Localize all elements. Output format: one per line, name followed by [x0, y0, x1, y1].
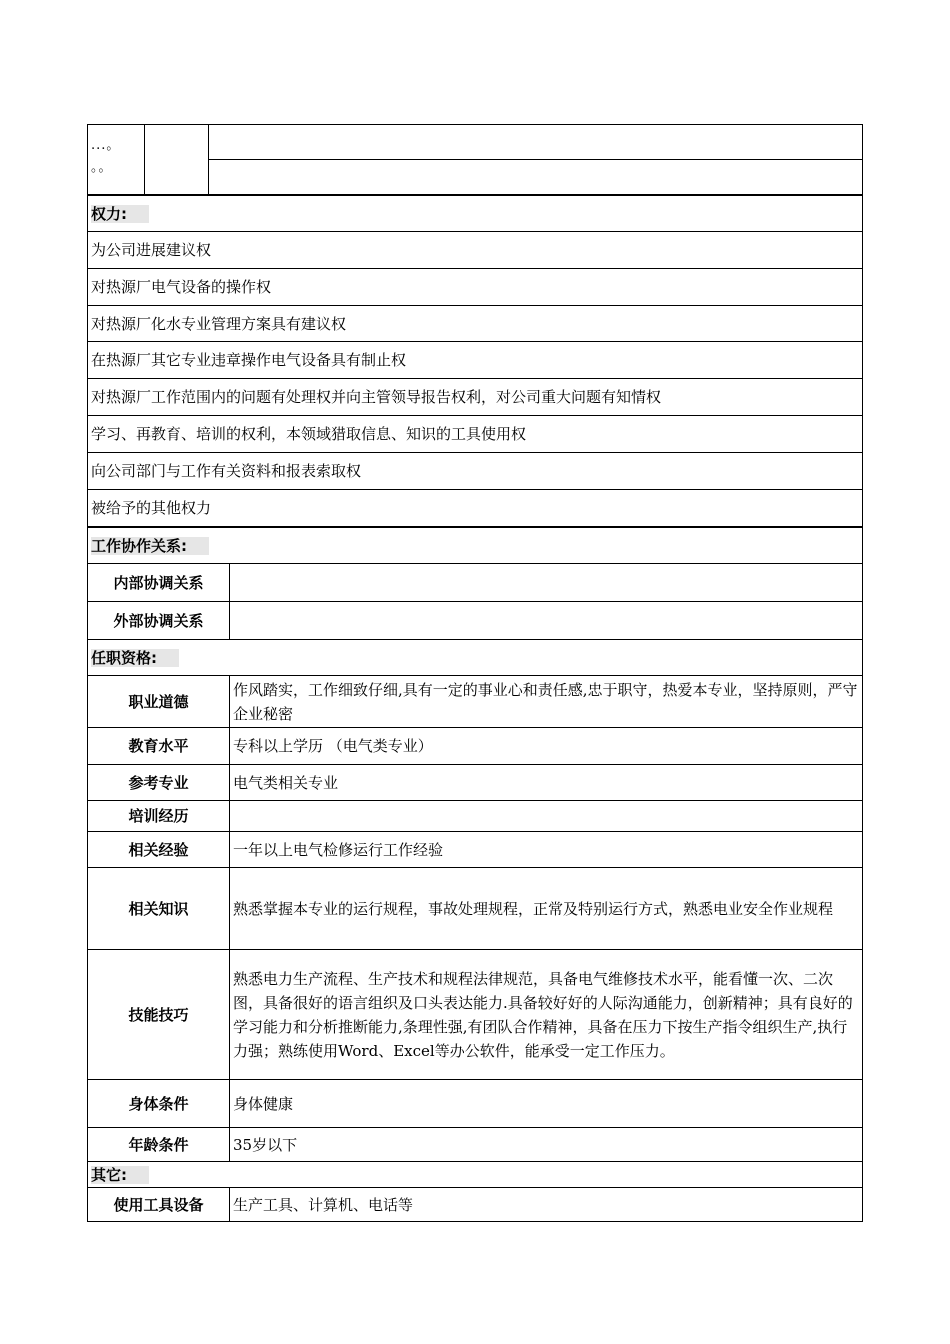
rights-table [87, 195, 863, 527]
qualification-table [87, 527, 863, 1222]
qual-value-knowledge: 熟悉掌握本专业的运行规程，事故处理规程，正常及特别运行方式，熟悉电业安全作业规程 [230, 868, 863, 950]
rights-item: 向公司部门与工作有关资料和报表索取权 [88, 453, 863, 490]
qual-value-skills: 熟悉电力生产流程、生产技术和规程法律规范，具备电气维修技术水平，能看懂一次、二次图，具备很好的语言组织及口头表达能力.具备较好好的人际沟通能力，创新精神；具有良好的学习能力和分析推断能力,条理性强,有团队合作精神，具备在压力下按生产指令组织生产,执行力强；熟练使用Word、Excel等办公软件，能承受一定工作压力。 [230, 950, 863, 1080]
top-blank-row-1 [209, 125, 863, 160]
rights-item: 为公司进展建议权 [88, 232, 863, 269]
top-empty-cell [145, 125, 209, 195]
qual-value-experience: 一年以上电气检修运行工作经验 [230, 832, 863, 868]
qual-label-health: 身体条件 [88, 1080, 230, 1128]
top-dots-cell [88, 125, 145, 195]
collab-header: 工作协作关系: [88, 528, 863, 564]
qual-value-ethics: 作风踏实，工作细致仔细,具有一定的事业心和责任感,忠于职守，热爱本专业，坚持原则，严守企业秘密 [230, 676, 863, 728]
collab-value-internal [230, 564, 863, 602]
rights-item: 在热源厂其它专业违章操作电气设备具有制止权 [88, 342, 863, 379]
qual-label-major: 参考专业 [88, 765, 230, 801]
rights-item: 对热源厂化水专业管理方案具有建议权 [88, 306, 863, 342]
rights-header: 权力: [88, 196, 863, 232]
collab-value-external [230, 602, 863, 640]
qual-value-age: 35岁以下 [230, 1128, 863, 1162]
collab-label-external: 外部协调关系 [88, 602, 230, 640]
collab-label-internal: 内部协调关系 [88, 564, 230, 602]
qual-value-health: 身体健康 [230, 1080, 863, 1128]
other-label-tools: 使用工具设备 [88, 1188, 230, 1222]
other-header: 其它: [88, 1162, 863, 1188]
qual-label-experience: 相关经验 [88, 832, 230, 868]
qual-header: 任职资格: [88, 640, 863, 676]
qual-label-training: 培训经历 [88, 801, 230, 832]
qual-label-age: 年龄条件 [88, 1128, 230, 1162]
dots-line-1: ...。 [91, 138, 121, 153]
top-fragment-table [87, 124, 863, 195]
qual-label-skills: 技能技巧 [88, 950, 230, 1080]
other-value-tools: 生产工具、计算机、电话等 [230, 1188, 863, 1222]
qual-value-education: 专科以上学历 （电气类专业） [230, 728, 863, 765]
top-blank-row-2 [209, 160, 863, 195]
qual-label-knowledge: 相关知识 [88, 868, 230, 950]
dots-line-2: 。。 [91, 160, 113, 175]
job-description-form [87, 124, 863, 1222]
qual-value-major: 电气类相关专业 [230, 765, 863, 801]
rights-item: 对热源厂工作范围内的问题有处理权并向主管领导报告权利，对公司重大问题有知情权 [88, 379, 863, 416]
qual-value-training [230, 801, 863, 832]
qual-label-ethics: 职业道德 [88, 676, 230, 728]
rights-item: 学习、再教育、培训的权利，本领域猎取信息、知识的工具使用权 [88, 416, 863, 453]
rights-item: 被给予的其他权力 [88, 490, 863, 527]
qual-label-education: 教育水平 [88, 728, 230, 765]
rights-item: 对热源厂电气设备的操作权 [88, 269, 863, 306]
